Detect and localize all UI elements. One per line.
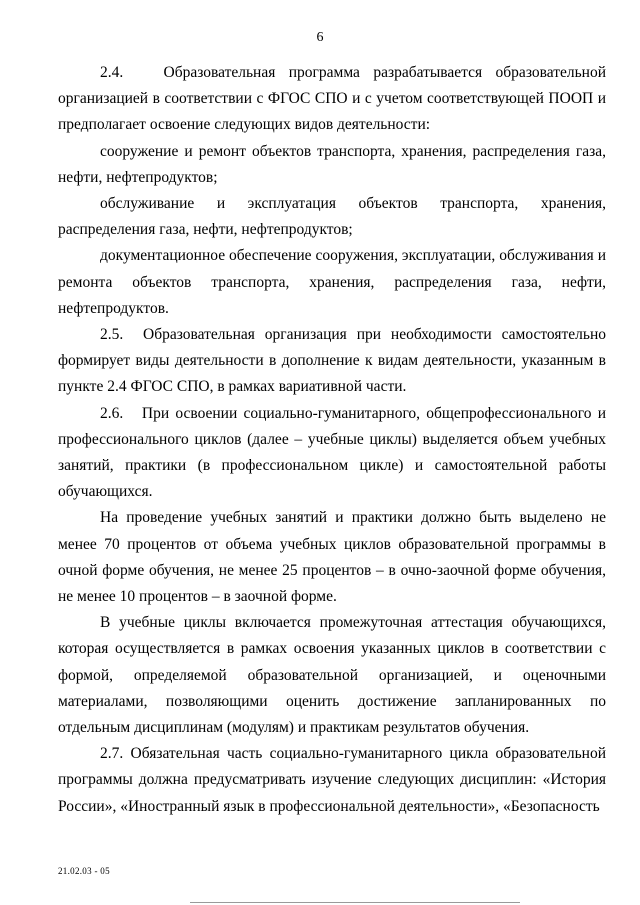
paragraph-2-5: 2.5. Образовательная организация при необходимости самостоятельно формирует виды деятельности в дополнение к видам деятельности, указанным в пункте 2.4 ФГОС СПО, в рамках вариативной части.	[58, 326, 606, 396]
activity-item-documentation: документационное обеспечение сооружения, эксплуатации, обслуживания и ремонта объектов транспорта, хранения, распределения газа, нефти, нефтепродуктов.	[58, 247, 606, 317]
paragraph-2-4: 2.4. Образовательная программа разрабатывается образовательной организацией в соответствии с ФГОС СПО и с учетом соответствующей ПООП и предполагает освоение следующих видов деятельности:	[58, 64, 606, 134]
paragraph-2-6: 2.6. При освоении социально-гуманитарного, общепрофессионального и профессионального циклов (далее – учебные циклы) выделяется объем учебных занятий, практики (в профессиональном цикле) и самостоятельной работы обучающихся.	[58, 404, 606, 501]
document-body	[58, 60, 606, 820]
document-code: 21.02.03 - 05	[58, 866, 110, 876]
paragraph-intermediate-assessment: В учебные циклы включается промежуточная аттестация обучающихся, которая осуществляется в рамках освоения указанных циклов в соответствии с формой, определяемой образовательной организацией, и оценочными материалами, позволяющими оценить достижение запланированных по отдельным дисциплинам (модулям) и практикам результатов обучения.	[58, 614, 606, 737]
paragraph-2-7: 2.7. Обязательная часть социально-гуманитарного цикла образовательной программы должна предусматривать изучение следующих дисциплин: «История России», «Иностранный язык в профессиональной деятельности», «Безопасность	[58, 745, 606, 815]
paragraph-practice-volume: На проведение учебных занятий и практики должно быть выделено не менее 70 процентов от объема учебных циклов образовательной программы в очной форме обучения, не менее 25 процентов – в очно-заочной форме обучения, не менее 10 процентов – в заочной форме.	[58, 509, 606, 606]
scan-edge-line	[190, 902, 520, 903]
activity-item-construction-repair: сооружение и ремонт объектов транспорта, хранения, распределения газа, нефти, нефтепродуктов;	[58, 142, 606, 186]
activity-item-maintenance-operation: обслуживание и эксплуатация объектов транспорта, хранения, распределения газа, нефти, нефтепродуктов;	[58, 195, 606, 239]
page-number: 6	[316, 30, 324, 45]
